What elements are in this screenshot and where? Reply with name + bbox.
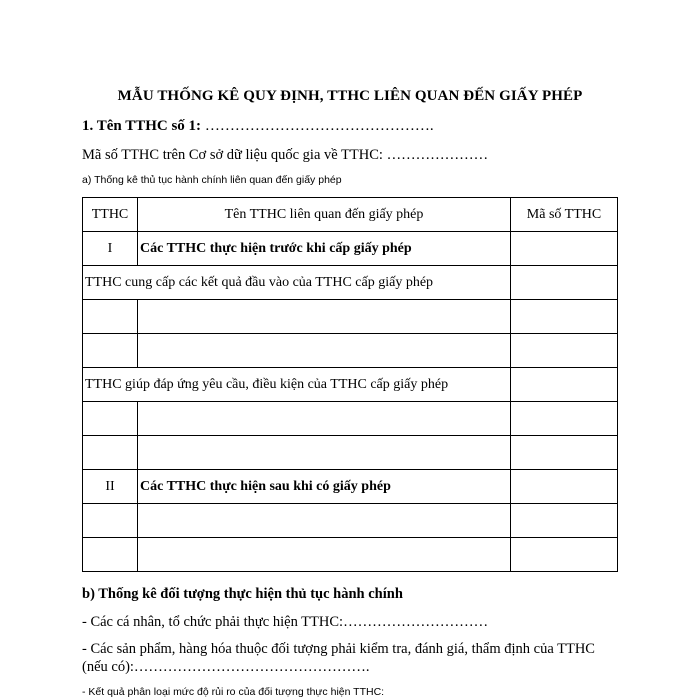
section1-heading — [82, 118, 434, 135]
tthc-code-line: Mã số TTHC trên Cơ sở dữ liệu quốc gia về TTHC: ………………… — [82, 147, 489, 163]
table-cell-empty — [83, 504, 138, 538]
header-tthc: TTHC — [83, 198, 138, 232]
table-cell-empty — [511, 436, 618, 470]
table-row — [83, 436, 618, 470]
table-header-row — [83, 198, 618, 232]
subjects-line: - Các cá nhân, tổ chức phải thực hiện TTHC:………………………… — [82, 614, 489, 630]
subsection-a-heading: a) Thống kê thủ tục hành chính liên quan đến giấy phép — [82, 174, 342, 186]
tthc-table — [82, 197, 618, 572]
table-cell-empty — [83, 300, 138, 334]
section-i-row — [83, 232, 618, 266]
group1-row — [83, 266, 618, 300]
table-cell-empty — [138, 334, 511, 368]
table-cell-empty — [511, 232, 618, 266]
section-ii-label: Các TTHC thực hiện sau khi có giấy phép — [138, 470, 511, 504]
section-ii-number: II — [83, 470, 138, 504]
table-row — [83, 402, 618, 436]
section-i-number: I — [83, 232, 138, 266]
risk-classification-line: - Kết quả phân loại mức độ rủi ro của đối tượng thực hiện TTHC: — [82, 686, 385, 698]
table-row — [83, 538, 618, 572]
products-line-2: (nếu có):…………………………………………. — [82, 659, 370, 675]
table-cell-empty — [511, 368, 618, 402]
table-cell-empty — [138, 402, 511, 436]
table-cell-empty — [511, 266, 618, 300]
table-cell-empty — [511, 402, 618, 436]
subsection-b-heading: b) Thống kê đối tượng thực hiện thủ tục hành chính — [82, 586, 403, 602]
table-cell-empty — [83, 402, 138, 436]
table-cell-empty — [511, 300, 618, 334]
section1-dots: ………………………………………. — [201, 118, 434, 134]
document-title: MẪU THỐNG KÊ QUY ĐỊNH, TTHC LIÊN QUAN ĐẾN GIẤY PHÉP — [117, 88, 583, 104]
group2-row — [83, 368, 618, 402]
table-cell-empty — [83, 334, 138, 368]
table-cell-empty — [511, 334, 618, 368]
table-cell-empty — [511, 504, 618, 538]
section1-label: 1. Tên TTHC số 1: — [82, 118, 202, 134]
table-row — [83, 504, 618, 538]
group2-label: TTHC giúp đáp ứng yêu cầu, điều kiện của TTHC cấp giấy phép — [83, 368, 511, 402]
header-name: Tên TTHC liên quan đến giấy phép — [138, 198, 511, 232]
section-ii-row — [83, 470, 618, 504]
table-cell-empty — [511, 538, 618, 572]
table-cell-empty — [83, 436, 138, 470]
table-cell-empty — [138, 538, 511, 572]
table-cell-empty — [138, 300, 511, 334]
table-cell-empty — [511, 470, 618, 504]
table-cell-empty — [138, 436, 511, 470]
table-row — [83, 300, 618, 334]
table-row — [83, 334, 618, 368]
table-cell-empty — [138, 504, 511, 538]
products-line-1: - Các sản phẩm, hàng hóa thuộc đối tượng phải kiểm tra, đánh giá, thẩm định của TTHC — [82, 641, 595, 657]
table-cell-empty — [83, 538, 138, 572]
group1-label: TTHC cung cấp các kết quả đầu vào của TTHC cấp giấy phép — [83, 266, 511, 300]
header-code: Mã số TTHC — [511, 198, 618, 232]
section-i-label: Các TTHC thực hiện trước khi cấp giấy phép — [138, 232, 511, 266]
